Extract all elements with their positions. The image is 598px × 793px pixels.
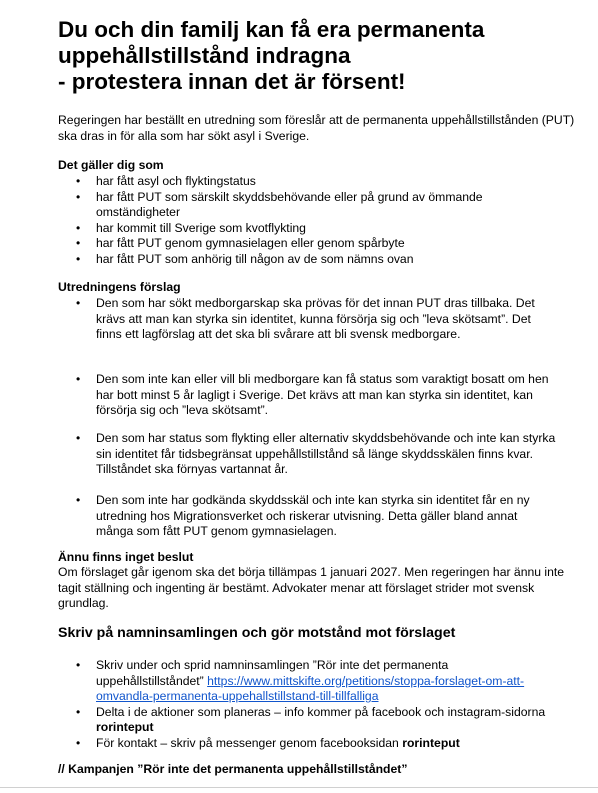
bullet-icon: • bbox=[76, 296, 81, 310]
bullet-icon: • bbox=[76, 251, 81, 266]
list-item: • Den som inte har godkända skyddsskäl och inte kan styrka sin identitet får en ny utredning hos Migrationsverket och riskerar utvisning. Detta gäller bland annat många som fått PUT genom gymnasielagen. bbox=[76, 493, 530, 538]
list-item: • har fått PUT som anhörig till någon av de som nämns ovan bbox=[76, 251, 414, 266]
campaign-signature: // Kampanjen ”Rör inte det permanenta uppehållstillståndet” bbox=[58, 762, 408, 776]
bullet-icon: • bbox=[76, 372, 81, 386]
contact-text: För kontakt – skriv på messenger genom facebooksidan bbox=[96, 735, 399, 750]
list-item: • har fått PUT som särskilt skyddsbehövande eller på grund av ömmande omständigheter bbox=[76, 189, 483, 219]
section-heading-utredningens-forslag: Utredningens förslag bbox=[58, 280, 181, 294]
campaign-heading: Skriv på namninsamlingen och gör motstånd mot förslaget bbox=[58, 625, 456, 641]
action-list bbox=[0, 658, 598, 751]
intro-paragraph: Regeringen har beställt en utredning som föreslår att de permanenta uppehållstillstånden (PUT) ska dras in för alla som har sökt asyl i Sverige. bbox=[58, 113, 575, 143]
bullet-icon: • bbox=[76, 704, 81, 719]
list-item bbox=[0, 705, 598, 736]
bullet-icon: • bbox=[76, 493, 81, 507]
account-name: rorinteput bbox=[96, 720, 154, 734]
section-heading-det-galler: Det gäller dig som bbox=[58, 158, 164, 172]
title-line: uppehållstillstånd indragna bbox=[58, 43, 351, 68]
list-item: • har kommit till Sverige som kvotflykting bbox=[76, 220, 306, 235]
list-item: • Den som har sökt medborgarskap ska prövas för det innan PUT dras tillbaka. Det krävs att man kan styrka sin identitet, kunna försörja sig och ”leva skötsamt”. Det finns ett lagförslag att det ska bli svårare att bli svensk medborgare. bbox=[76, 296, 535, 341]
target-group-list bbox=[0, 174, 598, 267]
title-line: Du och din familj kan få era permanenta bbox=[58, 17, 485, 42]
title-line: - protestera innan det är försent! bbox=[58, 69, 406, 94]
proposal-list bbox=[0, 296, 598, 540]
decision-paragraph: Om förslaget går igenom ska det börja tillämpas 1 januari 2027. Men regeringen har ännu inte tagit ställning och ingenting är bestämt. Advokater menar att förslaget strider mot svensk grundlag. bbox=[58, 565, 565, 610]
action-text: Delta i de aktioner som planeras – info kommer på facebook och instagram-sidorna bbox=[96, 704, 546, 719]
account-name: rorinteput bbox=[402, 735, 460, 750]
petition-link[interactable]: https://www.mittskifte.org/petitions/stoppa-forslaget-om-att-omvandla-permanenta-uppehallstillstand-till-tillfalliga bbox=[96, 673, 525, 703]
list-item bbox=[0, 658, 598, 705]
list-item: • Den som har status som flykting eller alternativ skyddsbehövande och inte kan styrka sin identitet får tidsbegränsat uppehållstillstånd så länge skyddsskälen finns kvar. Tillståndet ska förnyas vartannat år. bbox=[76, 431, 556, 476]
list-item: • Den som inte kan eller vill bli medborgare kan få status som varaktigt bosatt om hen har bott minst 5 år lagligt i Sverige. Det krävs att man kan styrka sin identitet, kan försörja sig och ”leva skötsamt”. bbox=[76, 372, 549, 417]
bullet-icon: • bbox=[76, 431, 81, 445]
list-item: • har fått asyl och flyktingstatus bbox=[76, 174, 256, 188]
petition-text: Skriv under och sprid namninsamlingen ”Rör inte det permanenta uppehållstillståndet” bbox=[96, 658, 449, 688]
bullet-icon: • bbox=[76, 236, 81, 250]
bullet-icon: • bbox=[76, 220, 81, 235]
bullet-icon: • bbox=[76, 189, 81, 204]
page-bottom-divider bbox=[0, 787, 598, 788]
page-title bbox=[58, 17, 578, 95]
list-item: • har fått PUT genom gymnasielagen eller genom spårbyte bbox=[76, 236, 405, 250]
section-heading-annu-finns: Ännu finns inget beslut bbox=[58, 550, 194, 564]
bullet-icon: • bbox=[76, 735, 81, 750]
bullet-icon: • bbox=[76, 174, 81, 188]
list-item bbox=[0, 736, 598, 752]
bullet-icon: • bbox=[76, 658, 81, 672]
